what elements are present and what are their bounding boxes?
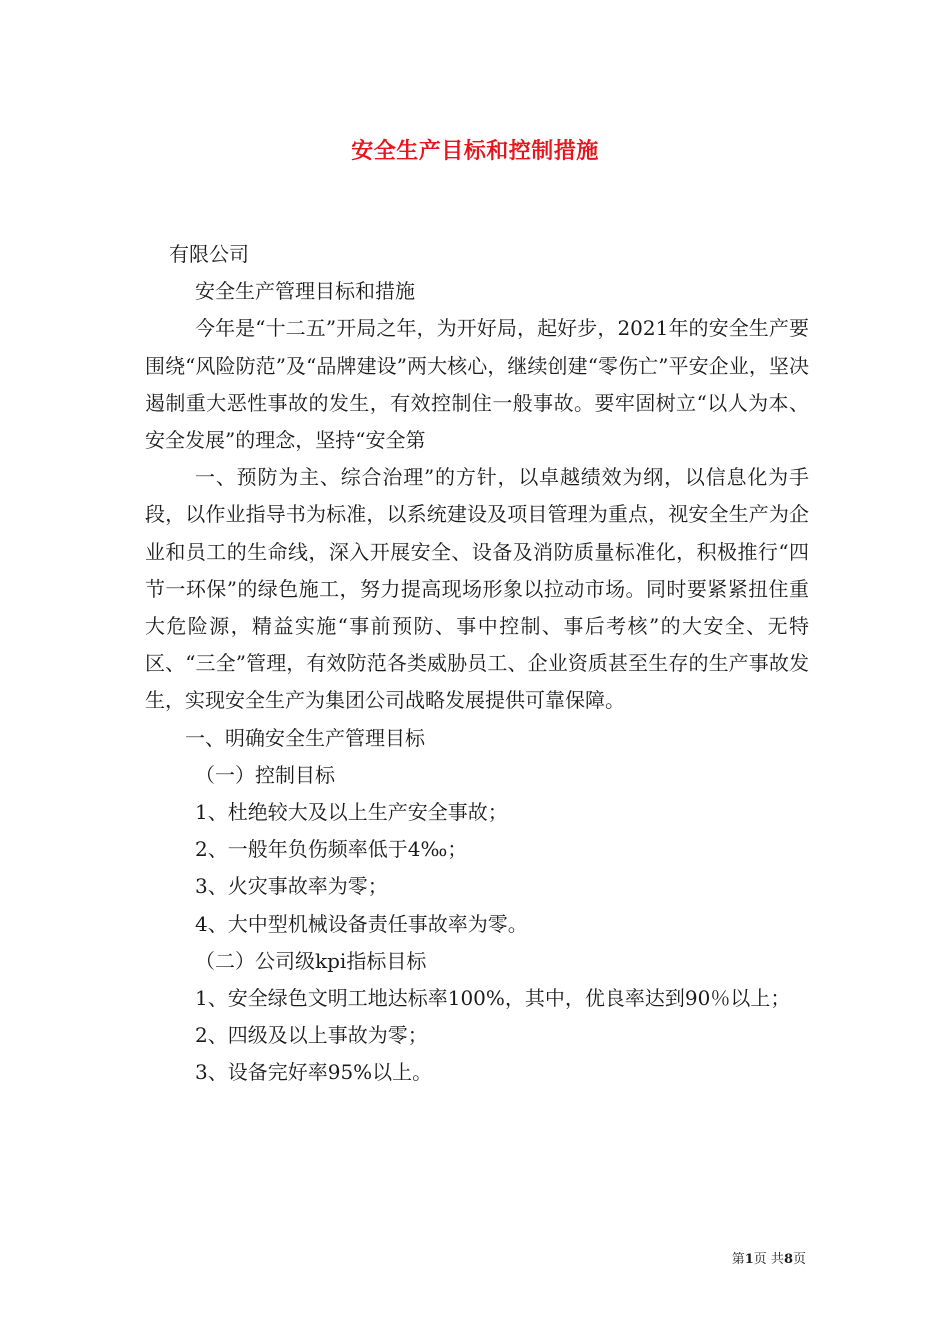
list-item: 2、一般年负伤频率低于4‰； <box>195 837 468 862</box>
page-number-suffix: 页 <box>792 1252 806 1267</box>
page-number-current: 1 <box>744 1252 754 1267</box>
paragraph-company: 有限公司 <box>169 242 249 266</box>
paragraph-intro: 今年是“十二五”开局之年，为开好局，起好步，2021年的安全生产要围绕“风险防范”及“品牌建设”两大核心，继续创建“零伤亡”平安企业，坚决遏制重大恶性事故的发生，有效控制住一般事故。要牢固树立“以人为本、安全发展”的理念，坚持“安全第 <box>145 316 809 453</box>
page-number <box>732 1248 806 1267</box>
list-item: 2、四级及以上事故为零； <box>195 1023 428 1048</box>
page-number-prefix: 第 <box>731 1252 745 1267</box>
document-body <box>145 236 809 1092</box>
section-heading-goals: 一、明确安全生产管理目标 <box>185 725 425 750</box>
page-number-middle: 页 共 <box>753 1252 784 1267</box>
list-item: 1、杜绝较大及以上生产安全事故； <box>195 800 508 825</box>
list-item: 4、大中型机械设备责任事故率为零。 <box>195 911 528 936</box>
subsection-heading-kpi: （二）公司级kpi指标目标 <box>195 948 427 973</box>
paragraph-policy: 一、预防为主、综合治理”的方针，以卓越绩效为纲，以信息化为手段，以作业指导书为标准，以系统建设及项目管理为重点，视安全生产为企业和员工的生命线，深入开展安全、设备及消防质量标准化，积极推行“四节一环保”的绿色施工，努力提高现场形象以拉动市场。同时要紧紧扭住重大危险源，精益实施“事前预防、事中控制、事后考核”的大安全、无特区、“三全”管理，有效防范各类威胁员工、企业资质甚至生存的生产事故发生，实现安全生产为集团公司战略发展提供可靠保障。 <box>145 465 809 713</box>
list-item: 3、设备完好率95%以上。 <box>195 1060 433 1085</box>
paragraph-subtitle: 安全生产管理目标和措施 <box>195 279 415 304</box>
document-title: 安全生产目标和控制措施 <box>351 138 599 164</box>
page-number-total: 8 <box>783 1252 793 1267</box>
list-item: 3、火灾事故率为零； <box>195 874 388 899</box>
list-item: 1、安全绿色文明工地达标率100%，其中，优良率达到90％以上； <box>195 986 791 1011</box>
subsection-heading-control: （一）控制目标 <box>195 762 335 787</box>
